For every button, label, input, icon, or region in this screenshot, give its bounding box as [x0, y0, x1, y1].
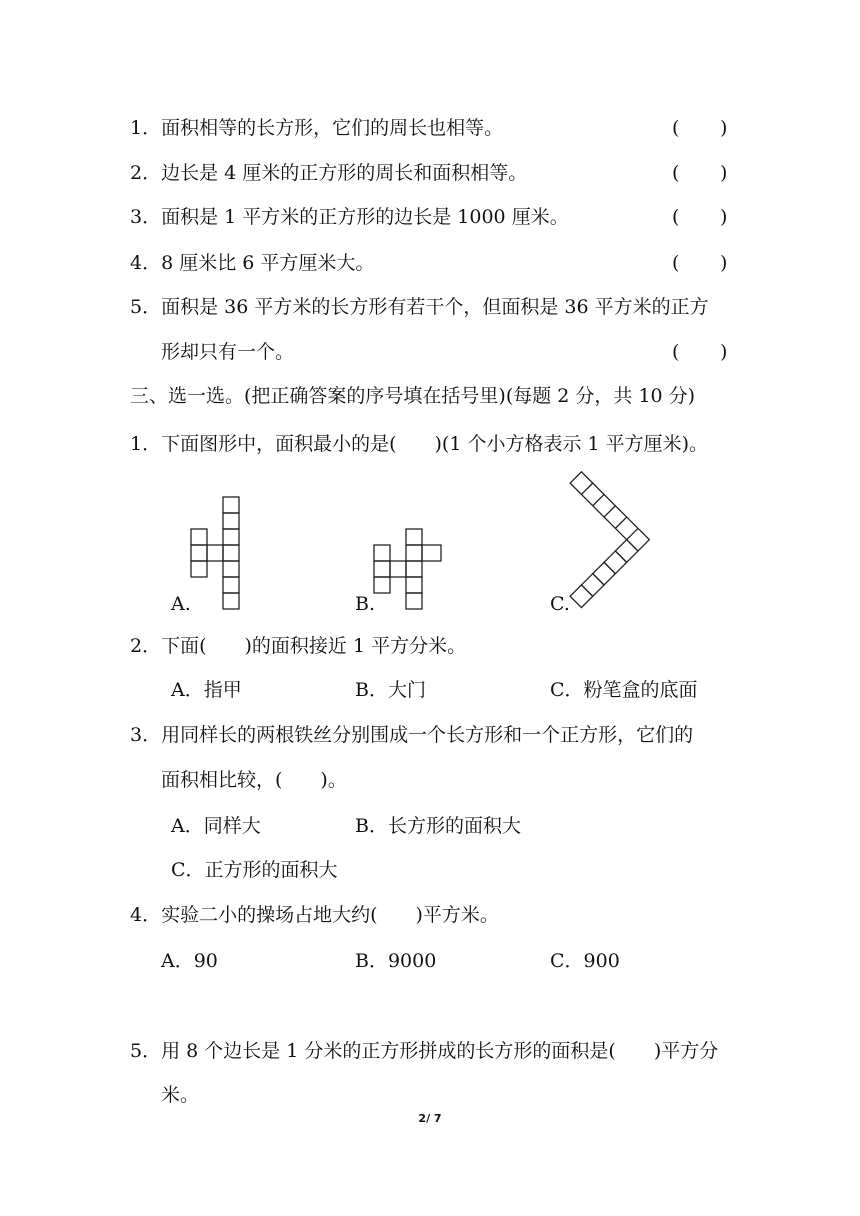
- question-3-cont: [0, 765, 860, 795]
- question-3-options-row2: [0, 855, 860, 885]
- question-2-option-c[interactable]: C．粉笔盒的底面: [550, 679, 698, 701]
- question-1: [0, 429, 860, 459]
- figure-labels: [0, 589, 860, 619]
- question-3: [0, 720, 860, 750]
- question-5-cont: [0, 1080, 860, 1110]
- question-4-option-b[interactable]: B．9000: [355, 950, 437, 972]
- question-4-options: [0, 946, 860, 976]
- question-3-options-row1: [0, 811, 860, 841]
- judge-item-1: [0, 113, 860, 143]
- answer-paren-3[interactable]: [672, 202, 728, 232]
- judge-item-5-text-line2: 形却只有一个。: [161, 341, 295, 363]
- question-2: [0, 631, 860, 661]
- judge-item-1-text: 1．面积相等的长方形，它们的周长也相等。: [130, 117, 504, 139]
- judge-item-2: [0, 158, 860, 188]
- question-3-option-c[interactable]: C．正方形的面积大: [171, 859, 338, 881]
- answer-paren-5[interactable]: [672, 337, 728, 367]
- question-4-option-c[interactable]: C．900: [550, 950, 620, 972]
- answer-paren-2[interactable]: [672, 158, 728, 188]
- judge-item-4-text: 4．8 厘米比 6 平方厘米大。: [130, 252, 375, 274]
- figure-b-label: B.: [355, 593, 376, 615]
- question-5: [0, 1036, 860, 1066]
- paren-open: (: [672, 252, 680, 274]
- section-heading: [0, 381, 860, 411]
- question-2-stem: 2．下面( )的面积接近 1 平方分米。: [130, 635, 467, 657]
- judge-item-5-cont: [0, 337, 860, 367]
- question-5-stem-line2: 米。: [161, 1084, 200, 1106]
- paren-close: ): [720, 252, 728, 274]
- judge-item-2-text: 2．边长是 4 厘米的正方形的周长和面积相等。: [130, 162, 528, 184]
- question-3-option-a[interactable]: A．同样大: [171, 815, 261, 837]
- question-3-stem-line1: 3．用同样长的两根铁丝分别围成一个长方形和一个正方形，它们的: [130, 724, 694, 746]
- question-1-stem: 1．下面图形中，面积最小的是( )(1 个小方格表示 1 平方厘米)。: [130, 433, 709, 455]
- paren-close: ): [720, 162, 728, 184]
- page-number: 2/ 7: [418, 1112, 442, 1125]
- judge-item-5-text: 5．面积是 36 平方米的长方形有若干个，但面积是 36 平方米的正方: [130, 296, 709, 318]
- judge-item-4: [0, 248, 860, 278]
- paren-close: ): [720, 117, 728, 139]
- question-4-stem: 4．实验二小的操场占地大约( )平方米。: [130, 904, 499, 926]
- section-3-heading: 三、选一选。(把正确答案的序号填在括号里)(每题 2 分，共 10 分): [130, 385, 696, 407]
- paren-open: (: [672, 206, 680, 228]
- paren-open: (: [672, 341, 680, 363]
- question-2-option-b[interactable]: B．大门: [355, 679, 426, 701]
- figure-c: [514, 472, 650, 608]
- question-5-stem-line1: 5．用 8 个边长是 1 分米的正方形拼成的长方形的面积是( )平方分: [130, 1040, 719, 1062]
- question-2-option-a[interactable]: A．指甲: [171, 679, 242, 701]
- figure-c-label: C.: [550, 593, 570, 615]
- question-2-options: [0, 675, 860, 705]
- question-4-option-a[interactable]: A．90: [161, 950, 218, 972]
- answer-paren-4[interactable]: [672, 248, 728, 278]
- paren-close: ): [720, 206, 728, 228]
- judge-item-5: [0, 292, 860, 322]
- question-3-option-b[interactable]: B．长方形的面积大: [355, 815, 521, 837]
- judge-item-3-text: 3．面积是 1 平方米的正方形的边长是 1000 厘米。: [130, 206, 569, 228]
- paren-close: ): [720, 341, 728, 363]
- paren-open: (: [672, 162, 680, 184]
- question-4: [0, 900, 860, 930]
- judge-item-3: [0, 202, 860, 232]
- answer-paren-1[interactable]: [672, 113, 728, 143]
- question-3-stem-line2: 面积相比较，( )。: [161, 769, 347, 791]
- paren-open: (: [672, 117, 680, 139]
- figure-a-label: A.: [171, 593, 191, 615]
